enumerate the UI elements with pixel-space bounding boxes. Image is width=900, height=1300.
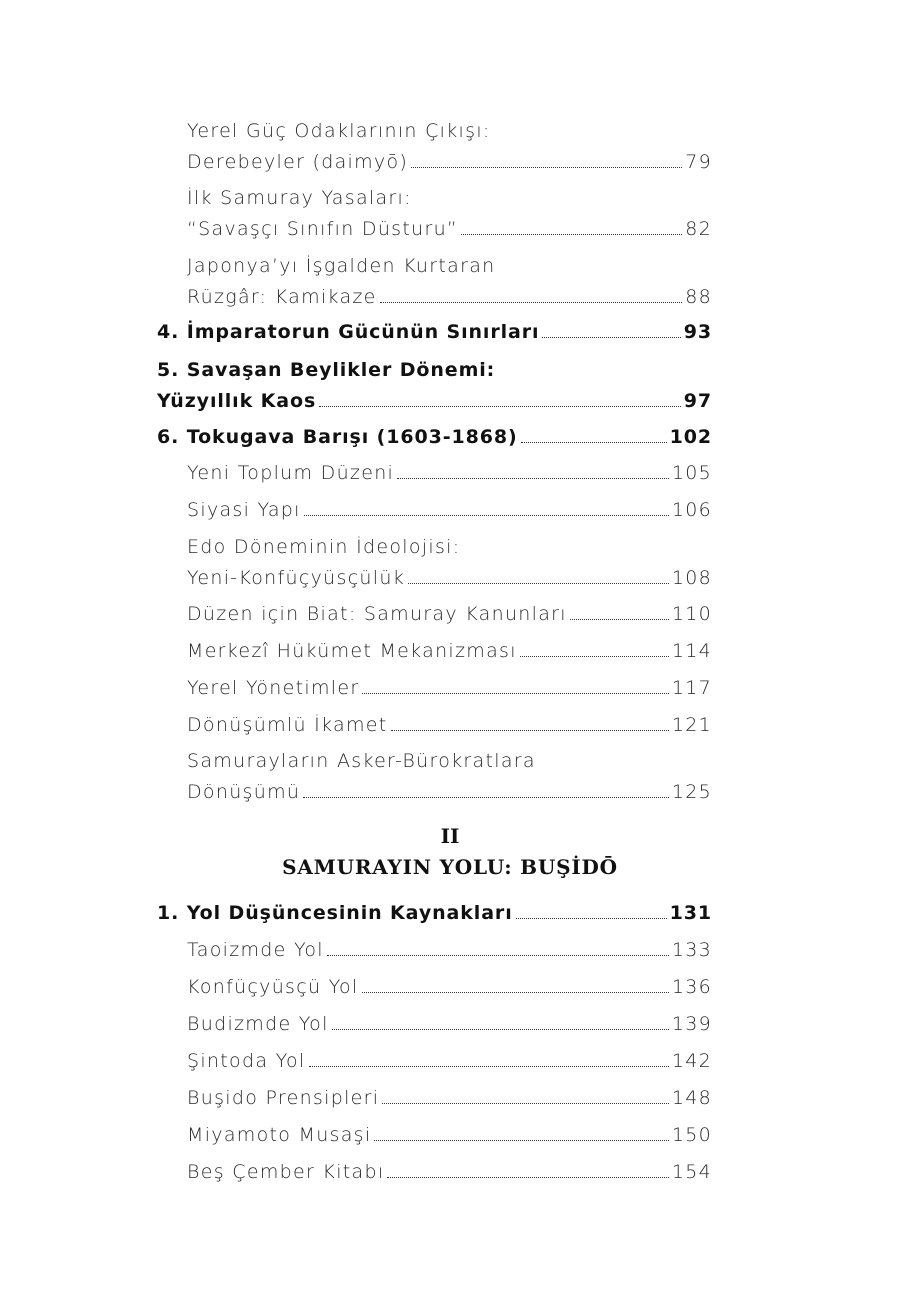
- page-number: 102: [669, 426, 712, 448]
- toc-entry-title: Derebeyler (daimyō): [187, 151, 409, 173]
- dot-leader: [304, 515, 669, 516]
- toc-entry-title: Rüzgâr: Kamikaze: [187, 286, 377, 308]
- toc-entry-title: Yerel Yönetimler: [187, 677, 360, 699]
- page-number: 125: [671, 781, 712, 803]
- dot-leader: [516, 918, 667, 919]
- dot-leader: [397, 478, 669, 479]
- dot-leader: [374, 1140, 668, 1141]
- dot-leader: [309, 1066, 669, 1067]
- toc-entry-title: Şintoda Yol: [187, 1050, 306, 1072]
- toc-entry-title: 1. Yol Düşüncesinin Kaynakları: [157, 902, 513, 924]
- dot-leader: [542, 337, 680, 338]
- dot-leader: [520, 656, 669, 657]
- toc-entry-title: Merkezî Hükümet Mekanizması: [187, 640, 517, 662]
- dot-leader: [391, 730, 669, 731]
- page-number: 82: [685, 218, 712, 240]
- page-number: 117: [671, 677, 712, 699]
- toc-entry-title: Beş Çember Kitabı: [187, 1161, 385, 1183]
- toc-entry-title: Yüzyıllık Kaos: [157, 390, 317, 412]
- page-number: 136: [671, 976, 712, 998]
- page-number: 121: [671, 714, 712, 736]
- page-number: 114: [671, 640, 712, 662]
- toc-entry-title: Budizmde Yol: [187, 1013, 329, 1035]
- toc-entry-title: Yerel Güç Odaklarının Çıkışı:: [187, 120, 491, 142]
- part-title: SAMURAYIN YOLU: BUŞİDŌ: [282, 855, 618, 879]
- page-number: 150: [671, 1124, 712, 1146]
- dot-leader: [408, 583, 669, 584]
- page-number: 88: [685, 286, 712, 308]
- toc-entry-title: Dönüşümü: [187, 781, 301, 803]
- toc-entry-title: Dönüşümlü İkamet: [187, 714, 388, 736]
- dot-leader: [461, 234, 682, 235]
- page-number: 110: [671, 603, 712, 625]
- toc-entry-title: “Savaşçı Sınıfın Düsturu”: [187, 218, 459, 240]
- page-number: 133: [671, 939, 712, 961]
- page-number: 142: [671, 1050, 712, 1072]
- page-number: 106: [671, 499, 712, 521]
- page-number: 105: [671, 462, 712, 484]
- dot-leader: [362, 992, 669, 993]
- page-number: 108: [671, 567, 712, 589]
- toc-entry-title: Japonya’yı İşgalden Kurtaran: [187, 255, 496, 277]
- toc-entry-title: Konfüçyüsçü Yol: [187, 976, 359, 998]
- dot-leader: [303, 797, 669, 798]
- page-number: 93: [683, 321, 712, 343]
- page-number: 79: [685, 151, 712, 173]
- dot-leader: [411, 167, 682, 168]
- dot-leader: [570, 619, 669, 620]
- dot-leader: [521, 442, 667, 443]
- dot-leader: [382, 1103, 668, 1104]
- part-number: II: [440, 824, 460, 848]
- toc-entry-title: 6. Tokugava Barışı (1603-1868): [157, 426, 518, 448]
- toc-entry-title: 4. İmparatorun Gücünün Sınırları: [157, 321, 540, 343]
- toc-entry-title: Miyamoto Musaşi: [187, 1124, 372, 1146]
- page-number: 97: [683, 390, 712, 412]
- dot-leader: [327, 955, 669, 956]
- dot-leader: [332, 1029, 669, 1030]
- dot-leader: [362, 693, 668, 694]
- toc-entry-title: Samurayların Asker-Bürokratlara: [187, 750, 536, 772]
- page-number: 154: [671, 1161, 712, 1183]
- page-number: 148: [671, 1087, 712, 1109]
- toc-entry-title: Yeni-Konfüçyüsçülük: [187, 567, 406, 589]
- toc-entry-title: İlk Samuray Yasaları:: [187, 187, 412, 209]
- toc-entry-title: Yeni Toplum Düzeni: [187, 462, 395, 484]
- dot-leader: [380, 302, 683, 303]
- toc-entry-title: Siyasi Yapı: [187, 499, 301, 521]
- toc-entry-title: Buşido Prensipleri: [187, 1087, 380, 1109]
- dot-leader: [319, 406, 681, 407]
- toc-entry-title: Taoizmde Yol: [187, 939, 324, 961]
- page-number: 131: [669, 902, 712, 924]
- toc-entry-title: Düzen için Biat: Samuray Kanunları: [187, 603, 567, 625]
- page-number: 139: [671, 1013, 712, 1035]
- toc-entry-title: 5. Savaşan Beylikler Dönemi:: [157, 359, 496, 381]
- toc-entry-title: Edo Döneminin İdeolojisi:: [187, 536, 461, 558]
- dot-leader: [387, 1177, 668, 1178]
